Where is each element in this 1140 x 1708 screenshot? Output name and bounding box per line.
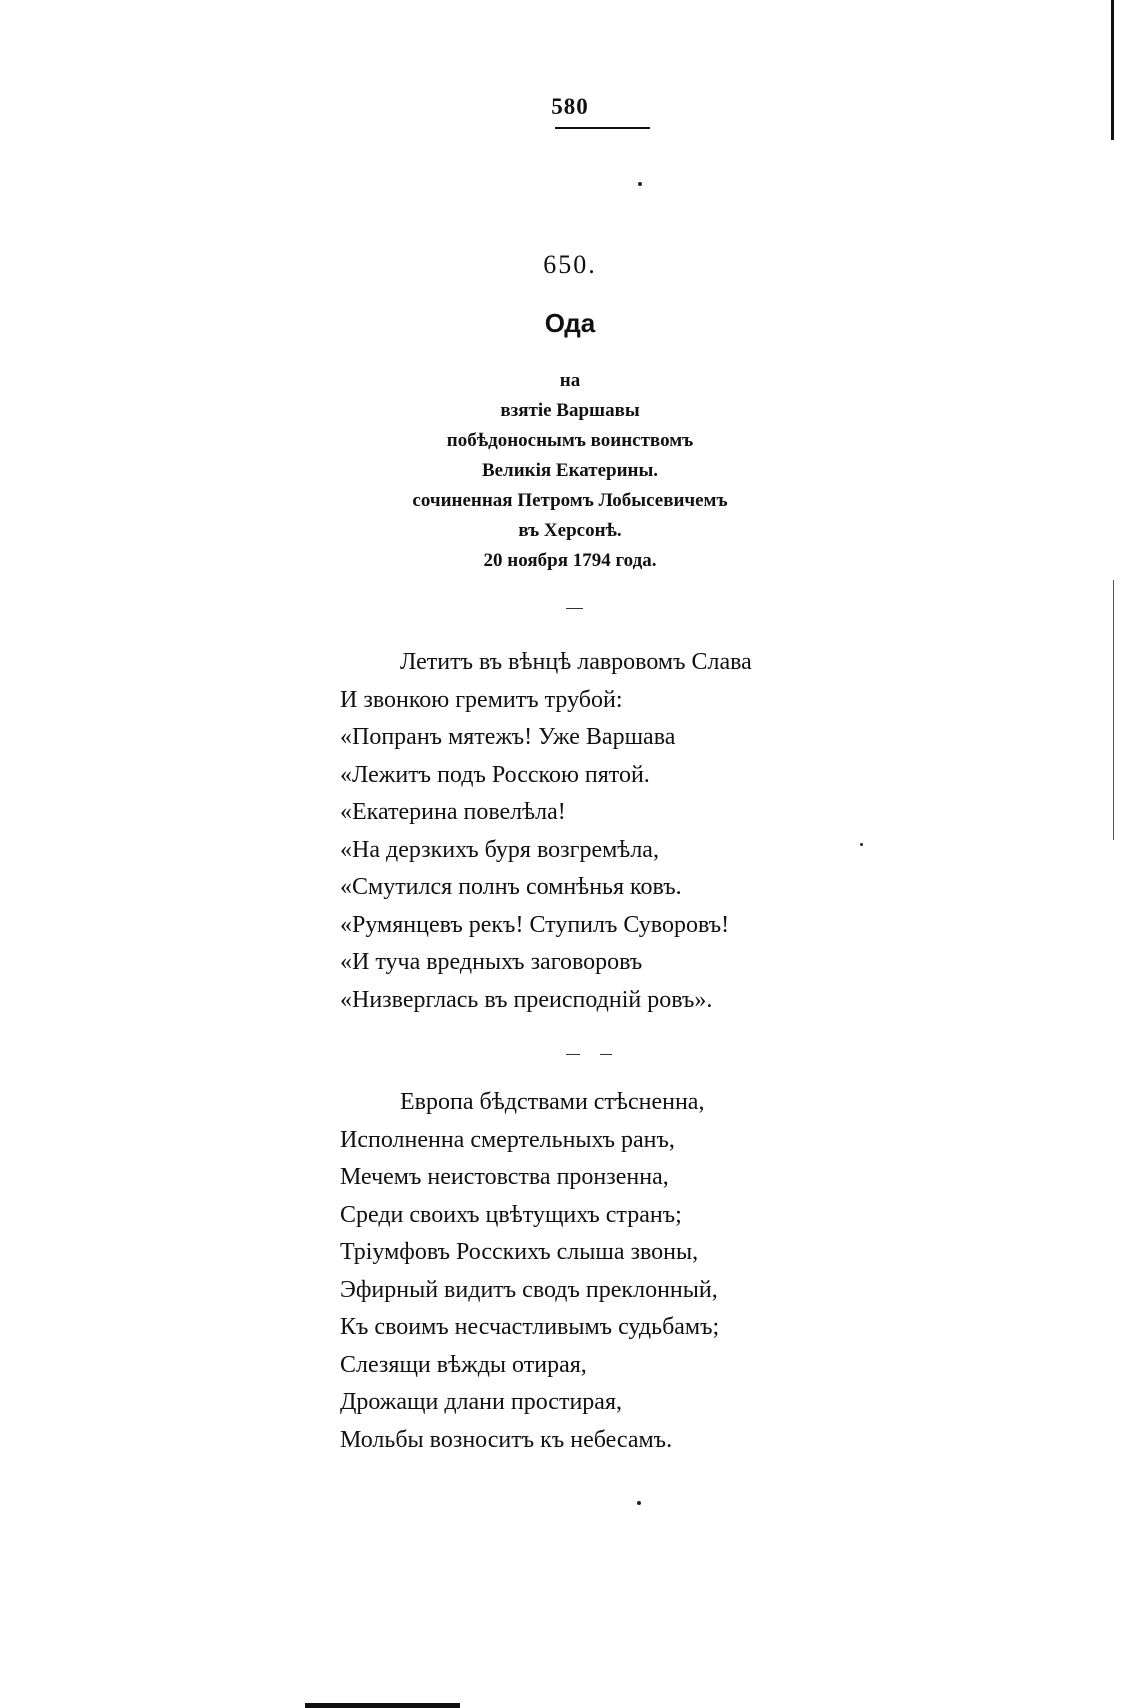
subtitle-line: 20 ноября 1794 года. bbox=[483, 550, 657, 571]
subtitle-line: въ Херсонѣ. bbox=[518, 520, 622, 541]
verse-line: И звонкою гремитъ трубой: bbox=[340, 686, 623, 713]
verse-line: Слезящи вѣжды отирая, bbox=[340, 1351, 587, 1378]
poem-number: 650. bbox=[543, 250, 597, 279]
verse-line: Тріумфовъ Росскихъ слыша звоны, bbox=[340, 1239, 699, 1265]
verse-line: «Низверглась въ преисподній ровъ». bbox=[340, 986, 713, 1013]
verse-line: «На дерзкихъ буря возгремѣла, bbox=[340, 836, 659, 863]
verse-line: Мольбы возноситъ къ небесамъ. bbox=[340, 1426, 673, 1453]
poem-subtitle bbox=[0, 366, 1140, 576]
subtitle-line: побѣдоноснымъ воинствомъ bbox=[446, 430, 694, 451]
scan-speck bbox=[638, 182, 642, 186]
stanza-1 bbox=[340, 644, 752, 1019]
verse-line: Европа бѣдствами стѣсненна, bbox=[400, 1089, 705, 1115]
verse-line: «И туча вредныхъ заговоровъ bbox=[340, 949, 643, 975]
subtitle-line: сочиненная Петромъ Лобысевичемъ bbox=[412, 490, 728, 511]
stanza-divider bbox=[566, 1054, 580, 1055]
subtitle-line: на bbox=[559, 370, 581, 391]
scan-edge-mark bbox=[1113, 580, 1114, 840]
page-number: 580 bbox=[551, 94, 589, 119]
subtitle-line: взятіе Варшавы bbox=[500, 400, 640, 421]
verse-line: «Смутился полнъ сомнѣнья ковъ. bbox=[340, 874, 682, 900]
stanza-divider bbox=[600, 1054, 612, 1055]
scan-edge-mark bbox=[1111, 0, 1114, 140]
page-number-underline bbox=[555, 127, 650, 129]
verse-line: «Румянцевъ рекъ! Ступилъ Суворовъ! bbox=[340, 911, 730, 938]
verse-line: Летитъ въ вѣнцѣ лавровомъ Слава bbox=[400, 649, 752, 675]
verse-line: «Попранъ мятежъ! Уже Варшава bbox=[340, 724, 676, 750]
verse-line: «Лежитъ подъ Росскою пятой. bbox=[340, 761, 650, 788]
verse-line: Къ своимъ несчастливымъ судьбамъ; bbox=[340, 1314, 720, 1340]
verse-line: Мечемъ неистовства пронзенна, bbox=[340, 1164, 669, 1190]
subtitle-line: Великія Екатерины. bbox=[481, 460, 659, 481]
scan-speck bbox=[860, 843, 863, 846]
verse-line: Среди своихъ цвѣтущихъ странъ; bbox=[340, 1201, 682, 1228]
poem-title: Ода bbox=[544, 308, 596, 338]
scan-speck bbox=[637, 1501, 641, 1505]
verse-line: Дрожащи длани простирая, bbox=[340, 1389, 622, 1415]
scan-bottom-edge bbox=[305, 1703, 460, 1708]
verse-line: Эфирный видитъ сводъ преклонный, bbox=[340, 1276, 718, 1303]
section-divider bbox=[566, 608, 583, 609]
stanza-2 bbox=[340, 1084, 719, 1459]
verse-line: «Екатерина повелѣла! bbox=[340, 799, 566, 825]
verse-line: Исполненна смертельныхъ ранъ, bbox=[340, 1126, 675, 1153]
